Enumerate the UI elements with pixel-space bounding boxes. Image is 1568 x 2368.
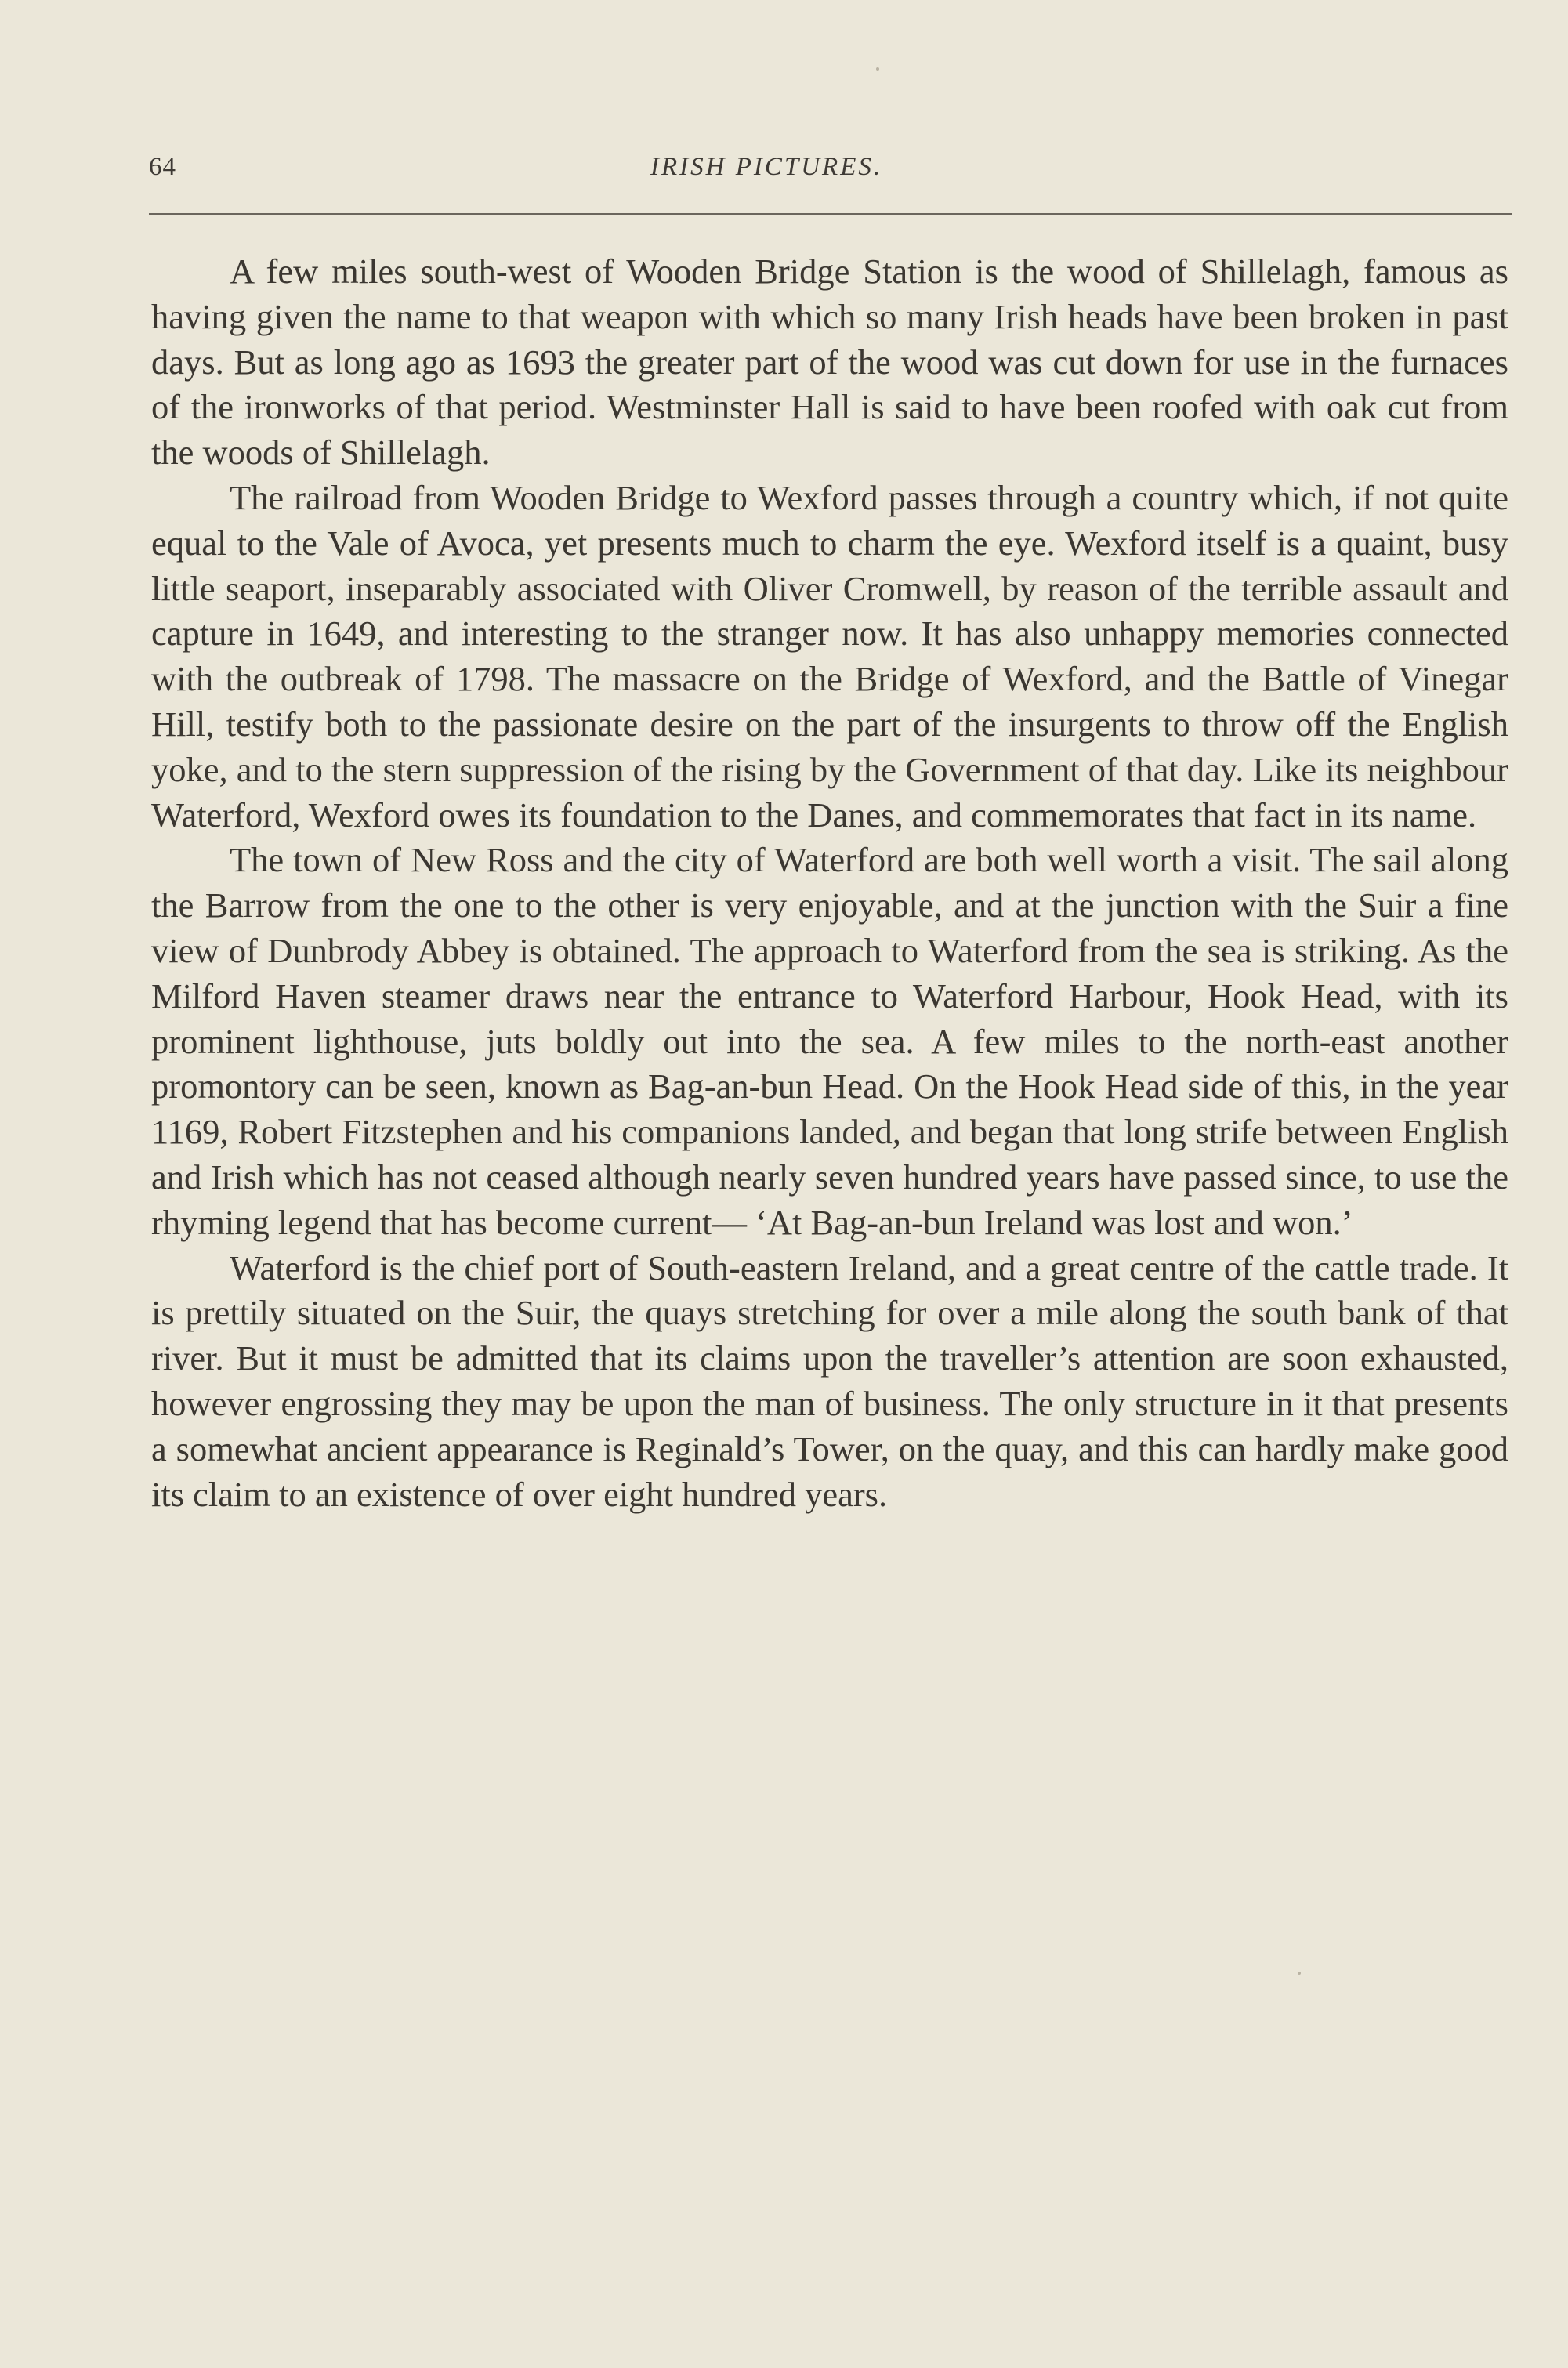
body-text — [151, 249, 1508, 1517]
paper-speck — [1298, 1972, 1301, 1975]
page-header — [149, 153, 1512, 200]
header-rule — [149, 213, 1512, 215]
paragraph-shillelagh: A few miles south-west of Wooden Bridge Station is the wood of Shillelagh, famous as having given the name to that weapon with which so many Irish heads have been broken in past days. But as long ago as 1693 the greater part of the wood was cut down for use in the furnaces of the ironworks of that period. Westminster Hall is said to have been roofed with oak cut from the woods of Shillelagh. — [151, 252, 1508, 473]
paper-speck — [876, 67, 879, 71]
running-title: IRISH PICTURES. — [650, 153, 883, 181]
paragraph-new-ross-waterford: The town of New Ross and the city of Waterford are both well worth a visit. The sail along the Barrow from the one to the other is very enjoyable, and at the junction with the Suir a fine view of Dunbrody Abbey is obtained. The approach to Waterford from the sea is striking. As the Milford Haven steamer draws near the entrance to Waterford Harbour, Hook Head, with its prominent lighthouse, juts boldly out into the sea. A few miles to the north-east another promontory can be seen, known as Bag-an-bun Head. On the Hook Head side of this, in the year 1169, Robert Fitzstephen and his companions landed, and began that long strife between English and Irish which has not ceased although nearly seven hundred years have passed since, to use the rhyming legend that has become current— ‘At Bag-an-bun Ireland was lost and won.’ — [151, 840, 1508, 1242]
paragraph-waterford-port: Waterford is the chief port of South-eastern Ireland, and a great centre of the cattle trade. It is prettily situated on the Suir, the quays stretching for over a mile along the south bank of that river. But it must be admitted that its claims upon the traveller’s attention are soon exhausted, however engrossing they may be upon the man of business. The only structure in it that presents a somewhat ancient appearance is Reginald’s Tower, on the quay, and this can hardly make good its claim to an existence of over eight hundred years. — [151, 1247, 1508, 1514]
paragraph-wexford: The railroad from Wooden Bridge to Wexford passes through a country which, if not quite equal to the Vale of Avoca, yet presents much to charm the eye. Wexford itself is a quaint, busy little seaport, inseparably associated with Oliver Cromwell, by reason of the terrible assault and capture in 1649, and interesting to the stranger now. It has also unhappy memories connected with the outbreak of 1798. The massacre on the Bridge of Wexford, and the Battle of Vinegar Hill, testify both to the passionate desire on the part of the insurgents to throw off the English yoke, and to the stern suppression of the rising by the Government of that day. Like its neighbour Waterford, Wexford owes its foundation to the Danes, and commemorates that fact in its name. — [151, 477, 1508, 835]
page-number: 64 — [149, 153, 176, 181]
